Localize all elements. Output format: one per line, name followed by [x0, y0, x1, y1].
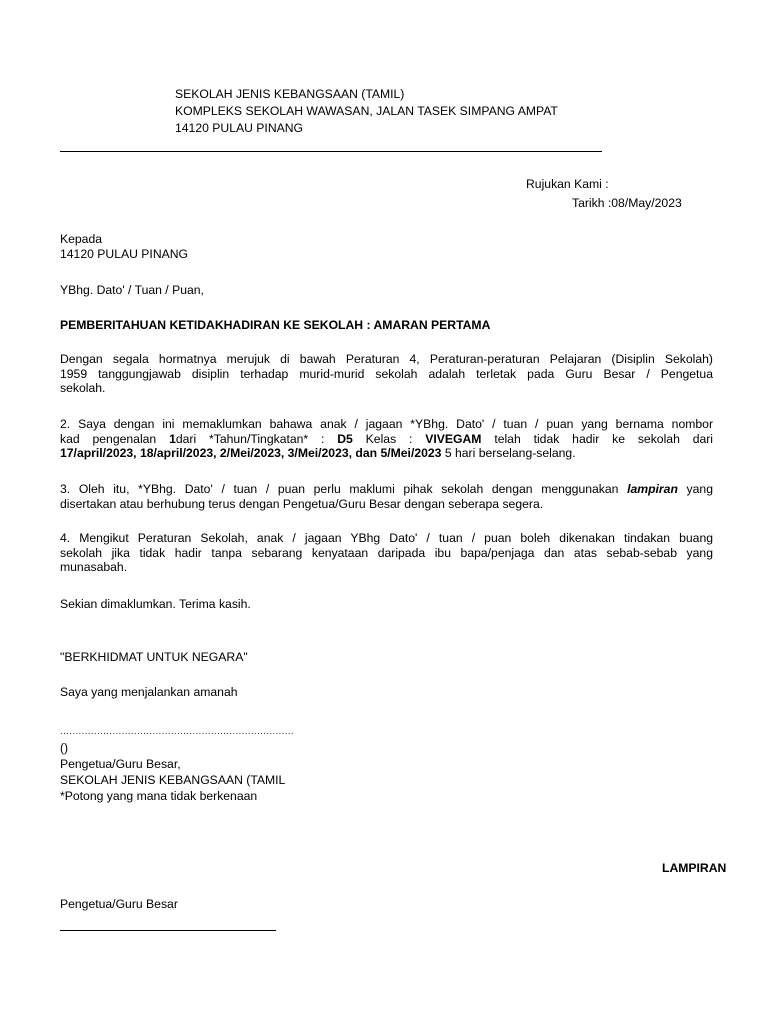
- signatory-school: SEKOLAH JENIS KEBANGSAAN (TAMIL: [60, 773, 286, 787]
- class-label: Kelas :: [352, 431, 426, 446]
- absent-dates: 17/april/2023, 18/april/2023, 2/Mei/2023, 3/Mei/2023, dan 5/Mei/2023: [60, 446, 442, 461]
- paragraph-2: [60, 417, 713, 461]
- recipient-kepada: Kepada: [60, 232, 103, 246]
- recipient-block: [60, 232, 188, 262]
- paragraph-1-line-1: Dengan segala hormatnya merujuk di bawah Peraturan 4, Peraturan-peraturan Pelajaran (Disiplin Sekolah): [60, 352, 713, 366]
- motto: "BERKHIDMAT UNTUK NEGARA": [60, 650, 248, 664]
- letterhead-divider: [60, 151, 602, 152]
- paragraph-2-line-1: 2. Saya dengan ini memaklumkan bahawa anak / jagaan *YBhg. Dato' / tuan / puan yang bernama nombor: [60, 417, 713, 431]
- school-postcode: 14120 PULAU PINANG: [175, 121, 304, 135]
- paragraph-4-line-2: sekolah jika tidak hadir tanpa sebarang kenyataan daripada ibu bapa/penjaga dan atas sebab-sebab yang: [60, 545, 713, 560]
- year-value: D5: [337, 431, 353, 446]
- salutation: YBhg. Dato' / Tuan / Puan,: [60, 283, 204, 297]
- class-value: VIVEGAM: [425, 431, 482, 446]
- school-name: SEKOLAH JENIS KEBANGSAAN (TAMIL): [175, 87, 405, 101]
- paragraph-3: [60, 482, 713, 511]
- amanah-text: Saya yang menjalankan amanah: [60, 685, 238, 699]
- paragraph-2-line-2: [60, 432, 713, 447]
- closing-text: Sekian dimaklumkan. Terima kasih.: [60, 597, 251, 611]
- signatory-name: (): [60, 741, 69, 755]
- paragraph-1-line-2: 1959 tanggungjawab disiplin terhadap murid-murid sekolah adalah terletak pada Guru Besar / Pengetua: [60, 366, 713, 381]
- recipient-address: 14120 PULAU PINANG: [60, 247, 189, 261]
- lampiran-heading: LAMPIRAN: [662, 861, 727, 875]
- paragraph-1-line-3: sekolah.: [60, 381, 106, 396]
- paragraph-3-text: 3. Oleh itu, *YBhg. Dato' / tuan / puan perlu maklumi pihak sekolah dengan menggunakan: [60, 482, 628, 496]
- paragraph-1: [60, 352, 713, 396]
- ic-label: kad pengenalan: [60, 431, 170, 446]
- letter-subject: PEMBERITAHUAN KETIDAKHADIRAN KE SEKOLAH : AMARAN PERTAMA: [60, 318, 491, 332]
- lampiran-link-text: lampiran: [627, 482, 678, 496]
- signature-block: [60, 741, 285, 805]
- attachment-recipient: Pengetua/Guru Besar: [60, 897, 178, 911]
- paragraph-3-line-2: disertakan atau berhubung terus dengan Pengetua/Guru Besar dengan seberapa segera.: [60, 496, 544, 511]
- school-address: KOMPLEKS SEKOLAH WAWASAN, JALAN TASEK SIMPANG AMPAT: [175, 104, 558, 118]
- reference-label: Rujukan Kami :: [526, 177, 609, 191]
- date-label: Tarikh :08/May/2023: [572, 196, 682, 210]
- letterhead: [175, 87, 558, 138]
- absent-count: 5 hari berselang-selang.: [441, 446, 576, 461]
- paragraph-3-text-end: yang: [677, 482, 713, 496]
- paragraph-3-line-1: [60, 482, 713, 497]
- paragraph-2-line-3: [60, 446, 713, 461]
- signatory-title: Pengetua/Guru Besar,: [60, 757, 181, 771]
- paragraph-4-line-3: munasabah.: [60, 560, 128, 575]
- paragraph-4: [60, 531, 713, 575]
- footnote: *Potong yang mana tidak berkenaan: [60, 789, 258, 803]
- signature-line: ............................................................................: [60, 726, 294, 737]
- year-label: dari *Tahun/Tingkatan* :: [175, 431, 338, 446]
- ic-value: 1: [169, 431, 176, 446]
- paragraph-4-line-1: 4. Mengikut Peraturan Sekolah, anak / jagaan YBhg Dato' / tuan / puan boleh dikenakan tindakan buang: [60, 531, 713, 545]
- attachment-divider: [60, 930, 276, 931]
- absent-text: telah tidak hadir ke sekolah dari: [481, 431, 714, 446]
